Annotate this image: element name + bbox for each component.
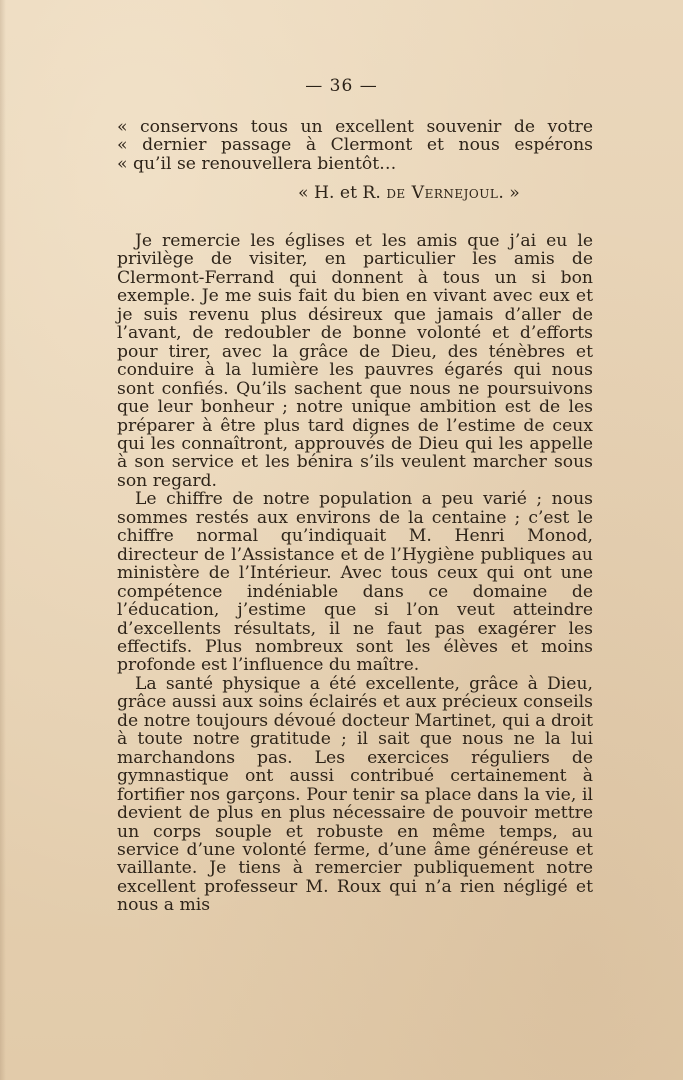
paragraph-health: La santé physique a été excellente, grâce à Dieu, grâce aussi aux soins éclairés et aux précieux conseils de notre toujours dévoué docteur Martinet, qui a droit à toute notre gratitude ; il sait que nous ne la lui marchandons pas. Les exercices réguliers de gymnastique ont aussi contribué certainement à fortifier nos garçons. Pour tenir sa place dans la vie, il devient de plus en plus nécessaire de pouvoir mettre un corps souple et robuste en même temps, au service d’une volonté ferme, d’une âme généreuse et vaillante. Je tiens à remercier publiquement notre excellent professeur M. Roux qui n’a rien négligé et nous a mis [117, 673, 593, 916]
body-text [117, 232, 593, 915]
quote-line: « dernier passage à Clermont et nous espérons [117, 135, 593, 156]
quote-line: « conservons tous un excellent souvenir de votre [117, 117, 593, 137]
paragraph-population: Le chiffre de notre population a peu varié ; nous sommes restés aux environs de la centaine ; c’est le chiffre normal qu’indiquait M. Henri Monod, directeur de l’Assistance et de l’Hygiène publiques au ministère de l’Intérieur. Avec tous ceux qui ont une compétence indéniable dans ce domaine de l’éducation, j’estime que si l’on veut atteindre d’excellents résultats, il ne faut pas exagérer les effectifs. Plus nombreux sont les élèves et moins profonde est l’influence du maître. [117, 489, 593, 676]
paragraph-thanks: Je remercie les églises et les amis que j’ai eu le privilège de visiter, en particulier les amis de Clermont-Ferrand qui donnent à tous un si bon exemple. Je me suis fait du bien en vivant avec eux et je suis revenu plus désireux que jamais d’aller de l’avant, de redoubler de bonne volonté et d’efforts pour tirer, avec la grâce de Dieu, des ténèbres et conduire à la lumière les pauvres égarés qui nous sont confiés. Qu’ils sachent que nous ne poursuivons que leur bonheur ; notre unique ambition est de les préparer à être plus tard dignes de l’estime de ceux qui les connaîtront, approuvés de Dieu qui les appelle à son service et les bénira s’ils veulent marcher sous son regard. [117, 231, 593, 491]
signature-suffix: . » [498, 183, 520, 203]
signature-prefix: « H. et R. [298, 183, 387, 203]
signature-name: de Vernejoul [386, 183, 499, 203]
quote-signature [298, 183, 520, 203]
quotation-block [117, 118, 593, 173]
quote-line: « qu’il se renouvellera bientôt… [117, 153, 397, 174]
page-number: — 36 — [305, 76, 378, 96]
